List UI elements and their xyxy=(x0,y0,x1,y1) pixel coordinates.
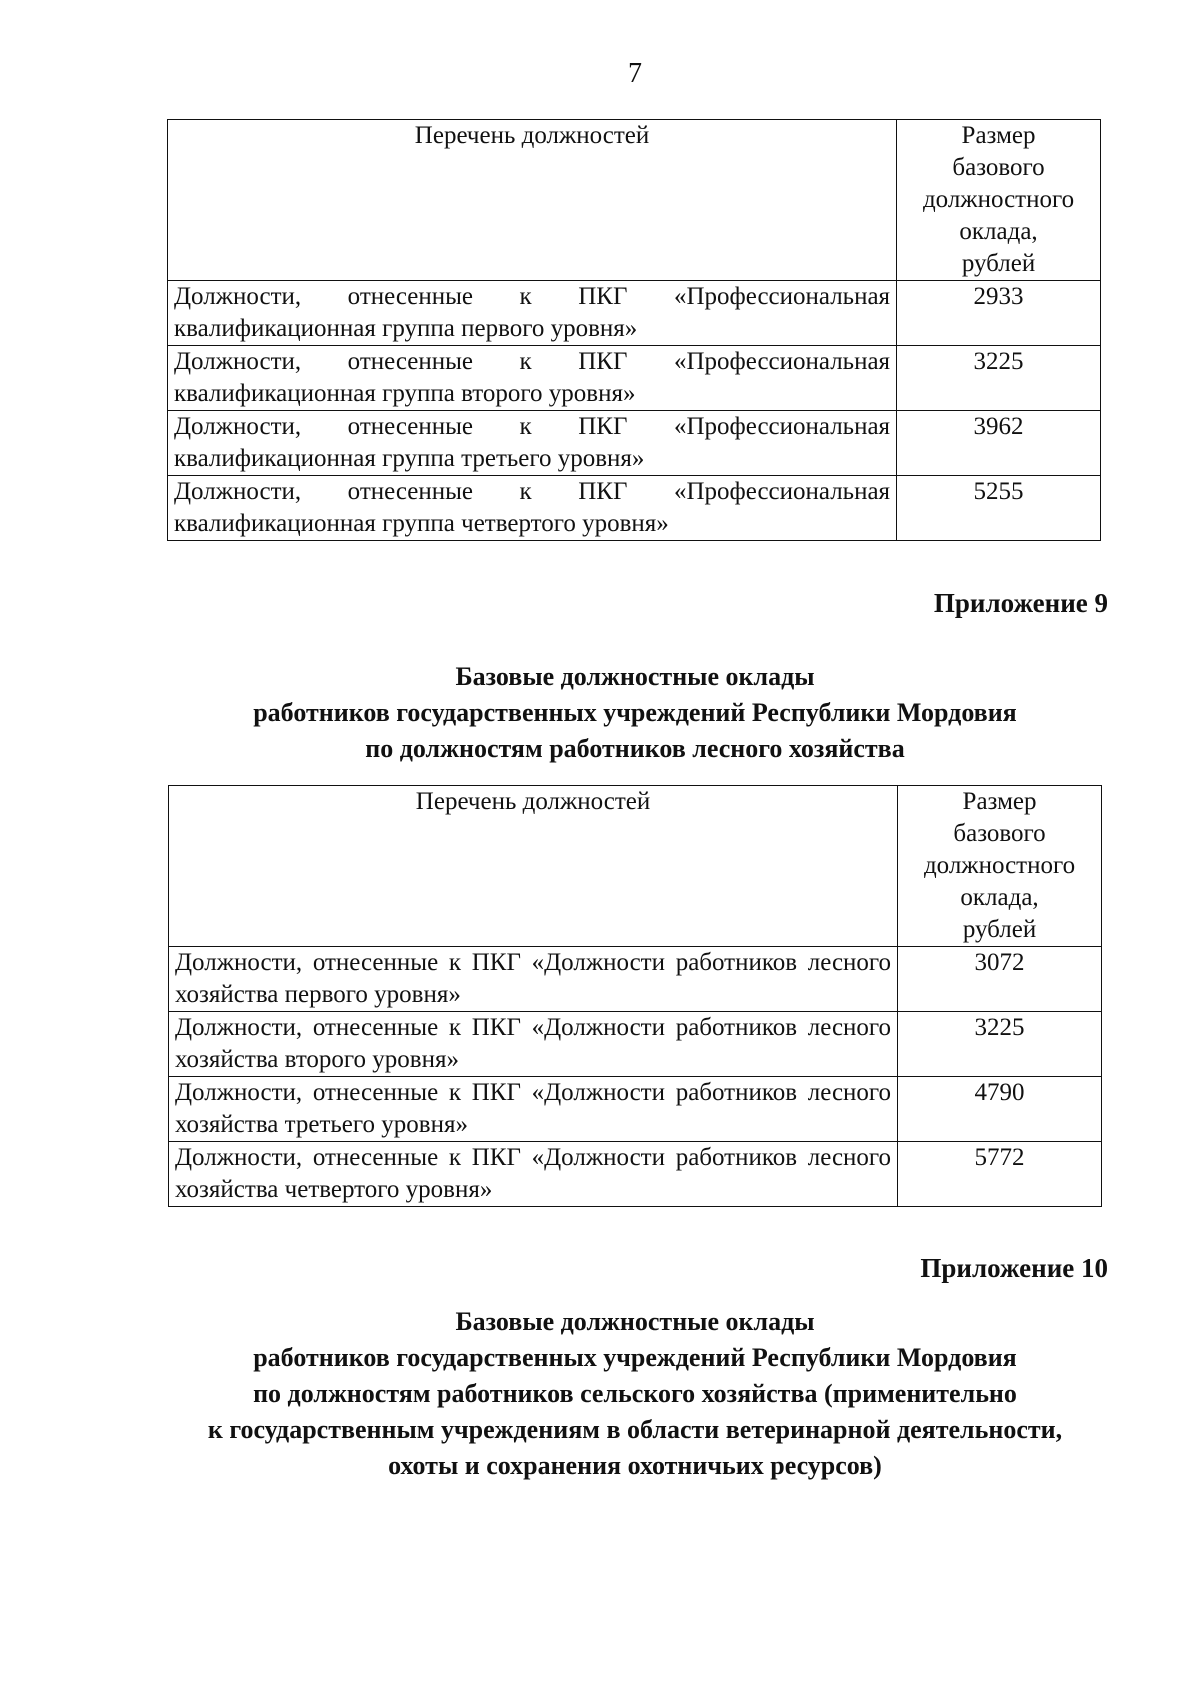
table-row xyxy=(169,1077,1102,1142)
header-amount-line: оклада, xyxy=(959,218,1038,245)
title-line: Базовые должностные оклады xyxy=(455,662,815,691)
table-header-row xyxy=(169,786,1102,947)
header-amount-line: Размер xyxy=(962,788,1037,815)
amount-cell: 3962 xyxy=(897,411,1101,476)
table-row xyxy=(168,411,1101,476)
header-positions: Перечень должностей xyxy=(169,786,898,947)
header-amount-line: должностного xyxy=(923,852,1076,879)
header-amount xyxy=(897,120,1101,281)
title-line: Базовые должностные оклады xyxy=(455,1307,815,1336)
title-line: по должностям работников сельского хозяйства (применительно xyxy=(253,1379,1017,1408)
position-cell: Должности, отнесенные к ПКГ «Профессиональная квалификационная группа первого уровня» xyxy=(168,281,897,346)
header-amount-line: оклада, xyxy=(960,884,1039,911)
amount-cell: 3225 xyxy=(897,346,1101,411)
position-cell: Должности, отнесенные к ПКГ «Профессиональная квалификационная группа третьего уровня» xyxy=(168,411,897,476)
table-row xyxy=(169,1012,1102,1077)
salary-table-forestry xyxy=(168,785,1102,1207)
header-amount-line: рублей xyxy=(961,250,1036,277)
amount-cell: 3225 xyxy=(898,1012,1102,1077)
amount-cell: 4790 xyxy=(898,1077,1102,1142)
position-cell: Должности, отнесенные к ПКГ «Должности работников лесного хозяйства второго уровня» xyxy=(169,1012,898,1077)
appendix-10-title xyxy=(160,1304,1110,1484)
table-row xyxy=(169,947,1102,1012)
title-line: работников государственных учреждений Республики Мордовия xyxy=(253,698,1017,727)
page-number: 7 xyxy=(628,58,642,89)
appendix-10-label: Приложение 10 xyxy=(920,1253,1108,1283)
title-line: по должностям работников лесного хозяйства xyxy=(365,734,905,763)
header-amount-line: Размер xyxy=(961,122,1036,149)
table-row xyxy=(169,1142,1102,1207)
header-amount-line: базового xyxy=(952,154,1045,181)
table-row xyxy=(168,346,1101,411)
position-cell: Должности, отнесенные к ПКГ «Должности работников лесного хозяйства первого уровня» xyxy=(169,947,898,1012)
title-line: к государственным учреждениям в области ветеринарной деятельности, xyxy=(207,1415,1063,1444)
appendix-9-title xyxy=(160,659,1110,767)
table-row xyxy=(168,476,1101,541)
position-cell: Должности, отнесенные к ПКГ «Профессиональная квалификационная группа четвертого уровня» xyxy=(168,476,897,541)
header-amount xyxy=(898,786,1102,947)
table-row xyxy=(168,281,1101,346)
header-positions: Перечень должностей xyxy=(168,120,897,281)
position-cell: Должности, отнесенные к ПКГ «Профессиональная квалификационная группа второго уровня» xyxy=(168,346,897,411)
table-header-row xyxy=(168,120,1101,281)
header-amount-line: рублей xyxy=(962,916,1037,943)
amount-cell: 5772 xyxy=(898,1142,1102,1207)
title-line: работников государственных учреждений Республики Мордовия xyxy=(253,1343,1017,1372)
appendix-9-label: Приложение 9 xyxy=(933,588,1108,618)
amount-cell: 3072 xyxy=(898,947,1102,1012)
header-amount-line: должностного xyxy=(922,186,1075,213)
amount-cell: 2933 xyxy=(897,281,1101,346)
position-cell: Должности, отнесенные к ПКГ «Должности работников лесного хозяйства третьего уровня» xyxy=(169,1077,898,1142)
position-cell: Должности, отнесенные к ПКГ «Должности работников лесного хозяйства четвертого уровня» xyxy=(169,1142,898,1207)
amount-cell: 5255 xyxy=(897,476,1101,541)
title-line: охоты и сохранения охотничьих ресурсов) xyxy=(388,1451,882,1480)
header-amount-line: базового xyxy=(953,820,1046,847)
salary-table-professional xyxy=(167,119,1101,541)
